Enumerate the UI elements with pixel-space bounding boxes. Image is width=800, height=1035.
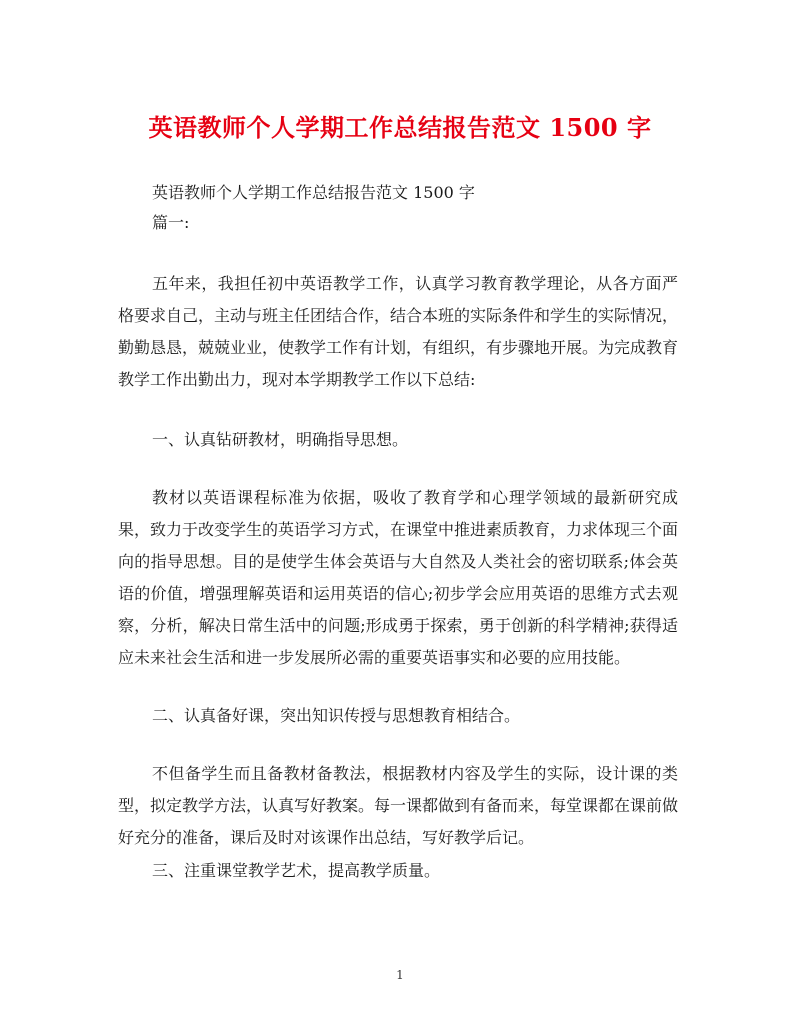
- page-number: 1: [396, 968, 404, 982]
- section-heading-3: 三、注重课堂教学艺术，提高教学质量。: [152, 861, 441, 880]
- document-subtitle: 英语教师个人学期工作总结报告范文 1500 字: [152, 183, 475, 202]
- section-body-1: 教材以英语课程标准为依据，吸收了教育学和心理学领域的最新研究成果，致力于改变学生的英语学习方式，在课堂中推进素质教育，力求体现三个面向的指导思想。目的是使学生体会英语与大自然及人类社会的密切联系;体会英语的价值，增强理解英语和运用英语的信心;初步学会应用英语的思维方式去观察，分析，解决日常生活中的问题;形成勇于探索，勇于创新的科学精神;获得适应未来社会生活和进一步发展所必需的重要英语事实和必要的应用技能。: [118, 488, 679, 667]
- part-label: 篇一:: [152, 213, 190, 232]
- section-body-2: 不但备学生而且备教材备教法，根据教材内容及学生的实际，设计课的类型，拟定教学方法，认真写好教案。每一课都做到有备而来，每堂课都在课前做好充分的准备，课后及时对该课作出总结，写好教学后记。: [118, 764, 679, 847]
- document-title: 英语教师个人学期工作总结报告范文 1500 字: [148, 113, 652, 142]
- section-heading-1: 一、认真钻研教材，明确指导思想。: [152, 430, 409, 449]
- intro-paragraph: 五年来，我担任初中英语教学工作，认真学习教育教学理论，从各方面严格要求自己，主动与班主任团结合作，结合本班的实际条件和学生的实际情况，勤勤恳恳，兢兢业业，使教学工作有计划，有组织，有步骤地开展。为完成教育教学工作出勤出力，现对本学期教学工作以下总结:: [118, 274, 679, 389]
- section-heading-2: 二、认真备好课，突出知识传授与思想教育相结合。: [152, 706, 521, 725]
